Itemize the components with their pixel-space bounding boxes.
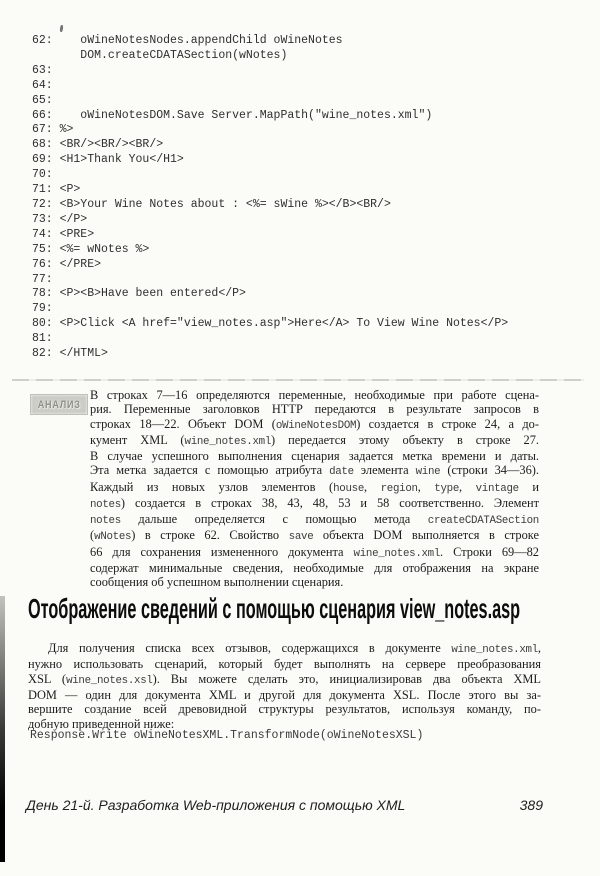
- inline-code: notes: [90, 498, 121, 511]
- scan-binding-shadow: [0, 596, 5, 862]
- code-line: 68: <BR/><BR/><BR/>: [32, 138, 164, 152]
- text-line: Каждый из новых узлов элементов (house, region, type, vintage и: [90, 479, 539, 495]
- code-line: 67: %>: [32, 123, 74, 137]
- inline-code: type: [434, 482, 459, 495]
- text-line: нужно использовать сценарий, который будет выполнять на сервере преобразования: [28, 657, 541, 672]
- inline-code: wNotes: [94, 531, 132, 544]
- code-listing: [32, 34, 508, 362]
- page-number: 389: [519, 797, 543, 813]
- analysis-stamp-icon: [30, 394, 88, 415]
- running-title: День 21-й. Разработка Web-приложения с помощью XML: [26, 797, 406, 813]
- code-line: 76: </PRE>: [32, 257, 102, 271]
- page-footer: [26, 797, 543, 813]
- text-line: вершите создание всей древовидной структуры результатов, используя команду, по-: [28, 702, 541, 717]
- text-line: Эта метка задается с помощью атрибута date элемента wine (строки 34—36).: [90, 463, 539, 479]
- code-line: 65:: [32, 93, 53, 107]
- inline-code: region: [380, 482, 418, 495]
- text-line: сообщения об успешном выполнении сценария.: [90, 575, 344, 589]
- code-line: 66: oWineNotesDOM.Save Server.MapPath("wine_notes.xml"): [32, 108, 433, 122]
- text-line: кумент XML (wine_notes.xml) передается этому объекту в строке 27.: [90, 432, 539, 448]
- inline-code: notes: [90, 515, 121, 527]
- inline-code: vintage: [475, 482, 519, 495]
- analysis-paragraph: [90, 388, 539, 589]
- text-line: XSL (wine_notes.xsl). Вы можете сделать это, инициализировав два объекта XML: [28, 671, 541, 687]
- section-heading: Отображение сведений с помощью сценария view_notes.asp: [28, 593, 521, 624]
- code-line: 69: <H1>Thank You</H1>: [32, 153, 184, 167]
- code-line: 81:: [32, 332, 53, 346]
- code-line: 70:: [32, 168, 53, 182]
- inline-code: createCDATASection: [427, 515, 539, 527]
- code-line: DOM.createCDATASection(wNotes): [32, 48, 288, 62]
- code-line: 74: <PRE>: [32, 227, 95, 241]
- text-line: notes дальше определяется с помощью метода createCDATASection: [90, 512, 539, 527]
- code-line: 79:: [32, 302, 53, 316]
- text-line: notes) создается в строках 38, 43, 48, 53 и 58 соответственно. Элемент: [90, 495, 539, 511]
- inline-code: house: [333, 482, 365, 495]
- text-line: В случае успешного выполнения сценария задается метка времени и даты.: [90, 449, 539, 463]
- text-line: DOM — один для документа XML и другой для документа XSL. После этого вы за-: [28, 688, 541, 703]
- inline-code: wine_notes.xml: [451, 644, 538, 656]
- text-line: рия. Переменные заголовков HTTP передаются в результате запросов в: [90, 402, 539, 417]
- code-line: 82: </HTML>: [32, 347, 108, 361]
- text-line: содержат минимальные сведения, необходимые для отображения на экране: [90, 560, 539, 575]
- inline-code: date: [329, 466, 354, 479]
- inline-code: wine: [415, 466, 441, 479]
- text-line: В строках 7—16 определяются переменные, необходимые при работе сцена-: [90, 388, 539, 402]
- inline-code: wine_notes.xml: [184, 435, 272, 448]
- inline-code: wine_notes.xml: [353, 547, 441, 560]
- code-line: 64:: [32, 78, 53, 92]
- inline-code: wine_notes.xsl: [66, 674, 153, 687]
- analysis-stamp-label: АНАЛИЗ: [37, 398, 81, 411]
- text-line: добную приведенной ниже:: [28, 716, 175, 731]
- text-line: 66 для сохранения измененного документа wine_notes.xml. Строки 69—82: [90, 544, 539, 560]
- code-line: 75: <%= wNotes %>: [32, 242, 150, 256]
- code-line: 71: <P>: [32, 183, 81, 197]
- code-line: 77:: [32, 272, 53, 286]
- code-statement: Response.Write oWineNotesXML.TransformNode(oWineNotesXSL): [30, 729, 424, 742]
- listing-end-divider: [12, 379, 584, 381]
- code-line: 80: <P>Click <A href="view_notes.asp">Here</A> To View Wine Notes</P>: [32, 317, 509, 331]
- code-line: 78: <P><B>Have been entered</P>: [32, 287, 246, 301]
- text-line: Для получения списка всех отзывов, содержащихся в документе wine_notes.xml,: [48, 641, 541, 656]
- inline-code: oWineNotesDOM: [275, 419, 357, 432]
- scan-artifact-dot: [60, 25, 64, 32]
- code-line: 62: oWineNotesNodes.appendChild oWineNotes: [32, 34, 343, 47]
- body-paragraph: [28, 641, 541, 731]
- text-line: строках 18—22. Объект DOM (oWineNotesDOM) создается в строке 24, а до-: [90, 416, 540, 432]
- code-line: 72: <B>Your Wine Notes about : <%= sWine %></B><BR/>: [32, 197, 391, 211]
- text-line: (wNotes) в строке 62. Свойство save объекта DOM выполняется в строке: [90, 528, 540, 544]
- code-line: 73: </P>: [32, 212, 88, 226]
- code-line: 63:: [32, 63, 53, 77]
- inline-code: save: [288, 531, 314, 544]
